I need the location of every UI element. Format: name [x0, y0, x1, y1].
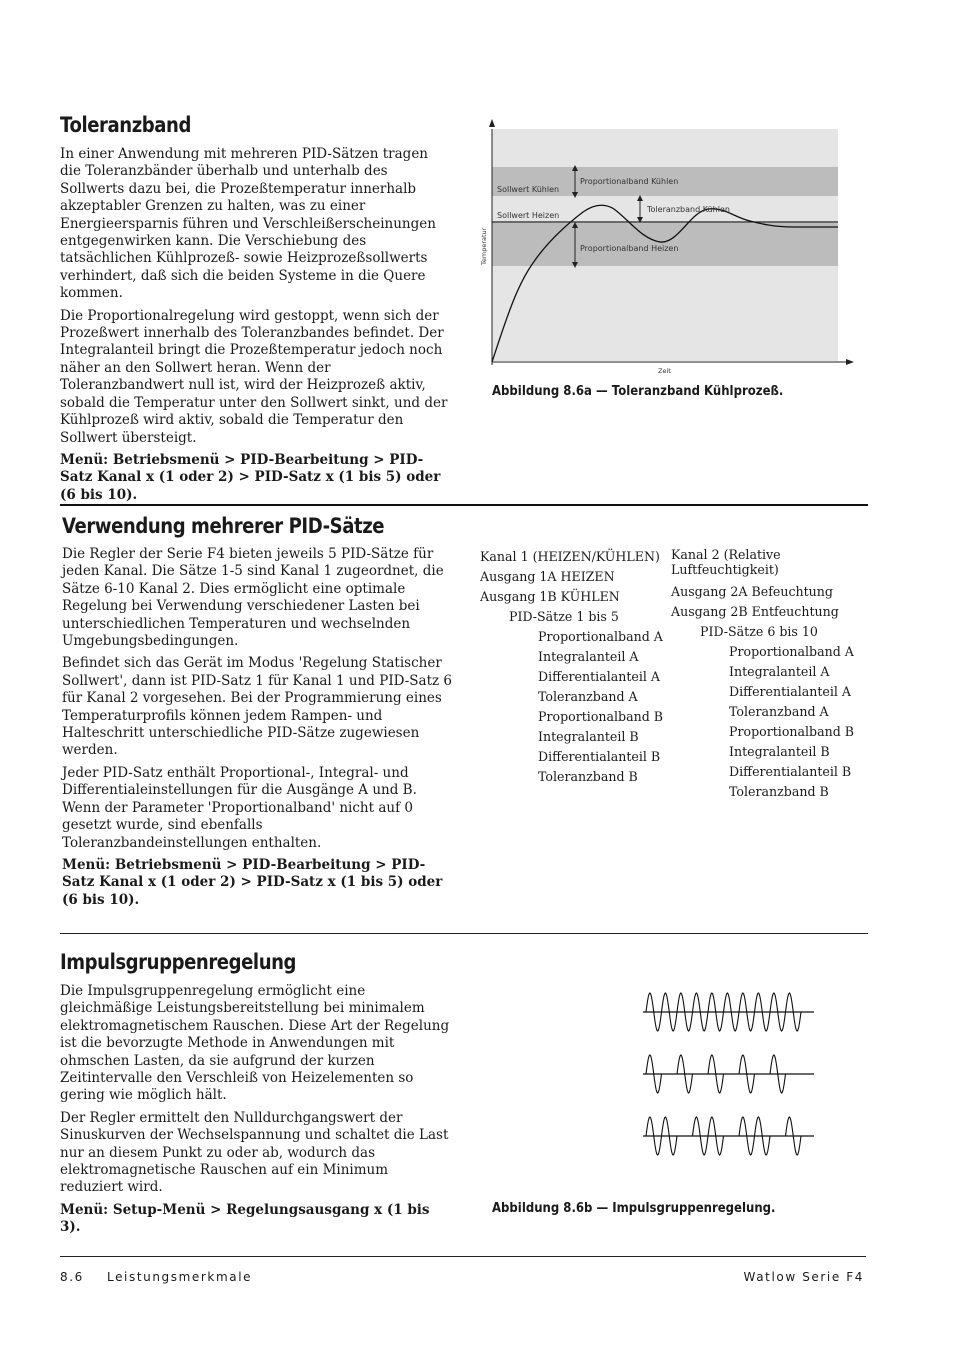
x-axis-arrow	[846, 359, 854, 365]
param-item: Toleranzband A	[538, 689, 638, 704]
figure-caption-8-6a: Abbildung 8.6a — Toleranzband Kühlprozeß.	[492, 384, 784, 399]
kanal2-pid-range: PID-Sätze 6 bis 10	[700, 624, 818, 639]
paragraph: Die Impulsgruppenregelung ermöglicht eine gleichmäßige Leistungsbereitstellung bei minimalem elektromagnetischem Rauschen. Diese Art der Regelung ist die bevorzugte Methode in Anwendungen mit ohmschen Lasten, da sie aufgrund der kurzen Zeitintervalle den Verschleiß von Heizelementen so gering wie möglich hält.	[60, 983, 450, 1104]
toleranzband-figure	[478, 115, 858, 380]
paragraph: Der Regler ermittelt den Nulldurchgangswert der Sinuskurven der Wechselspannung und schaltet die Last nur an diesem Punkt zu oder ab, wodurch das elektromagnetische Rauschen auf ein Minimum reduziert wird.	[60, 1109, 449, 1196]
kanal1-header: Kanal 1 (HEIZEN/KÜHLEN)	[480, 549, 660, 564]
label-proportionalband-kuehlen: Proportionalband Kühlen	[580, 177, 679, 186]
x-axis-label: Zeit	[658, 367, 671, 375]
param-item: Toleranzband B	[729, 784, 829, 799]
y-axis-label: Temperatur	[480, 227, 488, 265]
menu-path: Menü: Setup-Menü > Regelungsausgang x (1 bis 3).	[60, 1201, 430, 1236]
y-axis-arrow	[489, 119, 495, 127]
param-item: Integralanteil A	[729, 664, 830, 679]
param-item: Differentialanteil B	[538, 749, 661, 764]
kanal1-pid-range: PID-Sätze 1 bis 5	[509, 609, 619, 624]
paragraph: Die Proportionalregelung wird gestoppt, wenn sich der Prozeßwert innerhalb des Toleranzbandes befindet. Der Integralanteil bringt die Prozeßtemperatur jedoch noch näher an den Sollwert heran. Wenn der Toleranzbandwert null ist, wird der Heizprozeß aktiv, sobald die Temperatur unter den Sollwert sinkt, und der Kühlprozeß wird aktiv, sobald die Temperatur den Sollwert übersteigt.	[60, 307, 448, 446]
footer-page-number: 8.6	[60, 1270, 84, 1284]
menu-path: Menü: Betriebsmenü > PID-Bearbeitung > PID-Satz Kanal x (1 oder 2) > PID-Satz x (1 bis 5) oder (6 bis 10).	[62, 856, 443, 908]
section-pid-saetze-text	[62, 546, 452, 914]
kanal2-list	[671, 547, 854, 802]
section-impulsgruppen-title: Impulsgruppenregelung	[60, 950, 297, 974]
paragraph: Befindet sich das Gerät im Modus 'Regelung Statischer Sollwert', dann ist PID-Satz 1 für Kanal 1 und PID-Satz 6 für Kanal 2 vorgesehen. Bei der Programmierung eines Temperaturprofils können jedem Rampen- und Halteschritt unterschiedliche PID-Sätze zugewiesen werden.	[62, 655, 453, 759]
section-toleranzband-text	[60, 146, 450, 509]
param-item: Toleranzband B	[538, 769, 638, 784]
kanal2-header	[671, 547, 854, 577]
param-item: Proportionalband B	[538, 709, 664, 724]
param-item: Integralanteil B	[729, 744, 830, 759]
impulsgruppen-figure	[638, 988, 818, 1163]
kanal2-header-line2: Luftfeuchtigkeit)	[671, 562, 779, 577]
footer-product-name: Watlow Serie F4	[743, 1270, 864, 1284]
kanal2-header-line1: Kanal 2 (Relative	[671, 547, 781, 562]
label-proportionalband-heizen: Proportionalband Heizen	[580, 244, 679, 253]
kanal2-ausgang-a: Ausgang 2A Befeuchtung	[671, 584, 833, 599]
param-item: Differentialanteil B	[729, 764, 852, 779]
label-toleranzband-kuehlen: Toleranzband Kühlen	[647, 205, 730, 214]
waveform-half-power	[643, 1055, 814, 1093]
footer-rule	[60, 1256, 866, 1257]
footer-section-name: Leistungsmerkmale	[107, 1270, 253, 1284]
label-sollwert-kuehlen: Sollwert Kühlen	[497, 185, 560, 194]
param-item: Differentialanteil A	[538, 669, 661, 684]
section-pid-saetze-title: Verwendung mehrerer PID-Sätze	[62, 514, 385, 538]
kanal1-ausgang-b: Ausgang 1B KÜHLEN	[480, 589, 620, 604]
param-item: Integralanteil B	[538, 729, 639, 744]
kanal1-list	[480, 547, 663, 787]
section-divider	[60, 933, 868, 934]
param-item: Proportionalband B	[729, 724, 855, 739]
kanal1-ausgang-a: Ausgang 1A HEIZEN	[480, 569, 615, 584]
waveform-full-power	[643, 993, 814, 1031]
section-divider	[60, 504, 868, 506]
param-item: Proportionalband A	[538, 629, 663, 644]
paragraph: In einer Anwendung mit mehreren PID-Sätzen tragen die Toleranzbänder überhalb und unterhalb des Sollwerts dazu bei, die Prozeßtemperatur innerhalb akzeptabler Grenzen zu halten, was zu einer Energieersparnis führen und Verschleißerscheinungen entgegenwirken kann. Die Verschiebung des tatsächlichen Kühlprozeß- sowie Heizprozeßsollwerts verhindert, daß sich die beiden Systeme in die Quere kommen.	[60, 146, 436, 302]
section-impulsgruppen-text	[60, 983, 450, 1242]
param-item: Toleranzband A	[729, 704, 829, 719]
paragraph: Jeder PID-Satz enthält Proportional-, Integral- und Differentialeinstellungen für die Ausgänge A und B. Wenn der Parameter 'Proportionalband' nicht auf 0 gesetzt wurde, sind ebenfalls Toleranzbandeinstellungen enthalten.	[62, 764, 417, 851]
param-item: Differentialanteil A	[729, 684, 852, 699]
figure-caption-8-6b: Abbildung 8.6b — Impulsgruppenregelung.	[492, 1201, 776, 1216]
paragraph: Die Regler der Serie F4 bieten jeweils 5 PID-Sätze für jeden Kanal. Die Sätze 1-5 sind Kanal 1 zugeordnet, die Sätze 6-10 Kanal 2. Dies ermöglicht eine optimale Regelung bei Verwendung verschiedener Lasten bei unterschiedlichen Temperaturen und wechselnden Umgebungsbedingungen.	[62, 546, 444, 650]
label-sollwert-heizen: Sollwert Heizen	[497, 211, 560, 220]
param-item: Integralanteil A	[538, 649, 639, 664]
param-item: Proportionalband A	[729, 644, 854, 659]
waveform-two-thirds-power	[643, 1117, 814, 1155]
section-toleranzband-title: Toleranzband	[60, 113, 191, 137]
kanal2-ausgang-b: Ausgang 2B Entfeuchtung	[671, 604, 839, 619]
menu-path: Menü: Betriebsmenü > PID-Bearbeitung > PID-Satz Kanal x (1 oder 2) > PID-Satz x (1 bis 5) oder (6 bis 10).	[60, 451, 441, 503]
